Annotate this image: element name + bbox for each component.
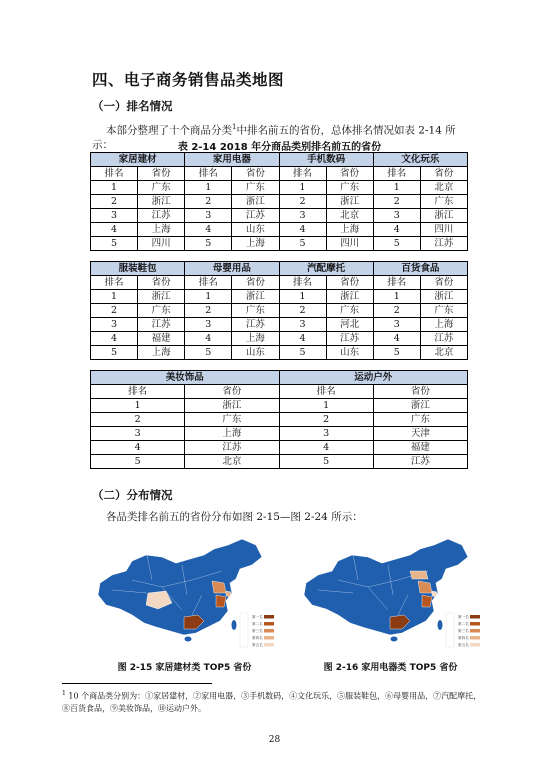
highlighted-province-rank-4 [410, 571, 428, 579]
legend-swatch [470, 643, 480, 647]
legend-swatch [470, 615, 480, 619]
rank-cell: 2 [91, 195, 138, 209]
subsection-ranking: （一）排名情况 [92, 99, 173, 113]
rank-cell: 2 [279, 304, 326, 318]
province-cell: 江苏 [420, 332, 467, 346]
rank-cell: 3 [91, 209, 138, 223]
category-header: 百货食品 [373, 262, 467, 276]
legend-label: 第四名 [458, 636, 469, 640]
rank-cell: 1 [185, 290, 232, 304]
table-row [91, 209, 468, 223]
rank-cell: 5 [373, 237, 420, 251]
table-caption: 表 2-14 2018 年分商品类别排名前五的省份 [177, 142, 382, 153]
col-header-province: 省份 [232, 276, 279, 290]
col-header-rank: 排名 [279, 276, 326, 290]
province-cell: 上海 [138, 223, 185, 237]
rank-cell: 4 [279, 332, 326, 346]
province-cell: 浙江 [420, 209, 467, 223]
hainan-shape [391, 637, 398, 642]
rank-cell: 2 [373, 304, 420, 318]
legend-label: 第二名 [252, 622, 263, 626]
intro-text-b: 中排名前五的省份，总体排名情况如表 2-14 所示： [92, 124, 456, 151]
table-row [91, 223, 468, 237]
category-header: 文化玩乐 [373, 153, 467, 167]
table-row [91, 332, 468, 346]
rank-cell: 1 [373, 290, 420, 304]
province-cell: 天津 [373, 427, 467, 441]
province-cell: 广东 [185, 413, 279, 427]
legend-swatch [264, 636, 274, 640]
col-header-province: 省份 [326, 167, 373, 181]
rank-cell: 4 [373, 223, 420, 237]
rank-cell: 5 [91, 455, 185, 469]
rank-cell: 3 [279, 427, 373, 441]
rank-cell: 5 [279, 455, 373, 469]
rank-cell: 1 [279, 399, 373, 413]
province-cell: 广东 [232, 181, 279, 195]
rank-cell: 1 [91, 399, 185, 413]
province-cell: 浙江 [185, 399, 279, 413]
inset-box [446, 613, 454, 647]
highlighted-province-rank-5 [432, 591, 437, 597]
distribution-paragraph: 各品类排名前五的省份分布如图 2-15—图 2-24 所示： [106, 511, 363, 523]
col-header-province: 省份 [420, 167, 467, 181]
col-header-rank: 排名 [185, 167, 232, 181]
figure-caption-2-16: 图 2-16 家用电器类 TOP5 省份 [323, 663, 458, 673]
table-row [91, 304, 468, 318]
legend-label: 第二名 [458, 622, 469, 626]
section-heading: 四、电子商务销售品类地图 [92, 71, 285, 89]
rank-cell: 3 [185, 318, 232, 332]
province-cell: 上海 [420, 318, 467, 332]
highlighted-province-rank-3 [418, 581, 432, 593]
col-header-rank: 排名 [373, 276, 420, 290]
legend-label: 第四名 [252, 636, 263, 640]
map-home-appliances [298, 535, 483, 655]
legend-label: 第一名 [252, 615, 263, 619]
province-cell: 福建 [138, 332, 185, 346]
rank-cell: 5 [279, 346, 326, 360]
rank-cell: 3 [373, 209, 420, 223]
col-header-rank: 排名 [91, 276, 138, 290]
legend-swatch [264, 615, 274, 619]
col-header-rank: 排名 [91, 167, 138, 181]
footnote-number: 1 [62, 690, 66, 697]
province-cell: 浙江 [232, 195, 279, 209]
province-cell: 浙江 [326, 290, 373, 304]
rank-cell: 3 [185, 209, 232, 223]
legend-swatch [470, 622, 480, 626]
highlighted-province-rank-2 [216, 595, 226, 607]
col-header-province: 省份 [138, 276, 185, 290]
province-cell: 广东 [420, 195, 467, 209]
table-row [91, 346, 468, 360]
footnote-text: 10 个商品类分别为：①家居建材，②家用电器，③手机数码，④文化玩乐，⑤服装鞋包，⑥母婴用品，⑦汽配摩托，⑧百货食品，⑨美妆饰品，⑩运动户外。 [62, 691, 482, 713]
legend-swatch [470, 629, 480, 633]
rank-cell: 2 [91, 413, 185, 427]
table-row [91, 427, 468, 441]
province-cell: 上海 [326, 223, 373, 237]
rank-cell: 3 [279, 209, 326, 223]
col-header-rank: 排名 [91, 385, 185, 399]
col-header-rank: 排名 [185, 276, 232, 290]
footnote [62, 688, 482, 715]
legend-label: 第三名 [252, 629, 263, 633]
province-cell: 上海 [232, 237, 279, 251]
table-row [91, 181, 468, 195]
rank-cell: 2 [279, 195, 326, 209]
rank-cell: 4 [91, 332, 138, 346]
rank-cell: 4 [185, 332, 232, 346]
rank-cell: 5 [373, 346, 420, 360]
map-home-building [92, 535, 277, 655]
province-cell: 四川 [138, 237, 185, 251]
rank-cell: 5 [279, 237, 326, 251]
province-cell: 四川 [326, 237, 373, 251]
province-cell: 浙江 [138, 290, 185, 304]
province-cell: 江苏 [420, 237, 467, 251]
rank-cell: 4 [279, 223, 326, 237]
highlighted-province-rank-4 [226, 591, 231, 597]
table-row [91, 237, 468, 251]
rank-cell: 3 [91, 318, 138, 332]
province-cell: 山东 [232, 346, 279, 360]
col-header-province: 省份 [326, 276, 373, 290]
province-cell: 河北 [326, 318, 373, 332]
province-cell: 四川 [420, 223, 467, 237]
rank-cell: 3 [373, 318, 420, 332]
province-cell: 北京 [420, 346, 467, 360]
province-cell: 江苏 [326, 332, 373, 346]
rank-cell: 2 [185, 195, 232, 209]
rank-cell: 4 [91, 441, 185, 455]
ranking-table-part-1 [90, 152, 468, 251]
china-map-shape [98, 539, 262, 635]
col-header-province: 省份 [138, 167, 185, 181]
table-row [91, 399, 468, 413]
hainan-shape [185, 637, 192, 642]
province-cell: 浙江 [138, 195, 185, 209]
category-header: 家用电器 [185, 153, 279, 167]
table-row [91, 290, 468, 304]
taiwan-shape [438, 620, 443, 630]
category-header: 美妆饰品 [91, 371, 280, 385]
province-cell: 江苏 [185, 441, 279, 455]
category-header: 服装鞋包 [91, 262, 185, 276]
category-header: 母婴用品 [185, 262, 279, 276]
col-header-province: 省份 [373, 385, 467, 399]
col-header-rank: 排名 [279, 385, 373, 399]
footnote-separator [62, 683, 212, 684]
ranking-table-part-2 [90, 261, 468, 360]
table-row [91, 413, 468, 427]
category-header: 汽配摩托 [279, 262, 373, 276]
rank-cell: 1 [373, 181, 420, 195]
province-cell: 江苏 [138, 318, 185, 332]
legend-label: 第五名 [252, 643, 263, 647]
legend-label: 第五名 [458, 643, 469, 647]
province-cell: 北京 [185, 455, 279, 469]
province-cell: 上海 [185, 427, 279, 441]
col-header-province: 省份 [420, 276, 467, 290]
rank-cell: 5 [185, 346, 232, 360]
col-header-province: 省份 [232, 167, 279, 181]
province-cell: 广东 [138, 181, 185, 195]
rank-cell: 2 [373, 195, 420, 209]
province-cell: 北京 [326, 209, 373, 223]
table-row [91, 455, 468, 469]
category-header: 运动户外 [279, 371, 468, 385]
rank-cell: 1 [185, 181, 232, 195]
province-cell: 福建 [373, 441, 467, 455]
page-number: 28 [268, 735, 281, 745]
rank-cell: 5 [91, 237, 138, 251]
province-cell: 山东 [326, 346, 373, 360]
legend-swatch [264, 629, 274, 633]
legend-label: 第三名 [458, 629, 469, 633]
highlighted-province-rank-2 [422, 595, 432, 607]
province-cell: 江苏 [232, 318, 279, 332]
table-row [91, 195, 468, 209]
province-cell: 浙江 [420, 290, 467, 304]
province-cell: 江苏 [373, 455, 467, 469]
inset-box [240, 613, 248, 647]
province-cell: 北京 [420, 181, 467, 195]
rank-cell: 4 [279, 441, 373, 455]
rank-cell: 3 [91, 427, 185, 441]
rank-cell: 4 [185, 223, 232, 237]
province-cell: 广东 [420, 304, 467, 318]
rank-cell: 2 [91, 304, 138, 318]
rank-cell: 1 [279, 290, 326, 304]
china-map-shape [304, 539, 468, 635]
subsection-distribution: （二）分布情况 [92, 488, 173, 502]
col-header-province: 省份 [185, 385, 279, 399]
rank-cell: 2 [279, 413, 373, 427]
table-row [91, 441, 468, 455]
province-cell: 广东 [326, 181, 373, 195]
rank-cell: 1 [91, 290, 138, 304]
rank-cell: 3 [279, 318, 326, 332]
province-cell: 浙江 [326, 195, 373, 209]
ranking-table-part-3 [90, 370, 468, 469]
rank-cell: 4 [91, 223, 138, 237]
rank-cell: 2 [185, 304, 232, 318]
legend-swatch [470, 636, 480, 640]
intro-text-a: 本部分整理了十个商品分类 [106, 124, 232, 137]
province-cell: 山东 [232, 223, 279, 237]
rank-cell: 5 [91, 346, 138, 360]
rank-cell: 4 [373, 332, 420, 346]
legend-label: 第一名 [458, 615, 469, 619]
legend-swatch [264, 643, 274, 647]
col-header-rank: 排名 [373, 167, 420, 181]
legend-swatch [264, 622, 274, 626]
rank-cell: 5 [185, 237, 232, 251]
province-cell: 浙江 [373, 399, 467, 413]
category-header: 家居建材 [91, 153, 185, 167]
province-cell: 上海 [138, 346, 185, 360]
taiwan-shape [232, 620, 237, 630]
highlighted-province-rank-3 [212, 581, 226, 593]
province-cell: 广东 [138, 304, 185, 318]
category-header: 手机数码 [279, 153, 373, 167]
province-cell: 江苏 [232, 209, 279, 223]
province-cell: 浙江 [232, 290, 279, 304]
province-cell: 江苏 [138, 209, 185, 223]
rank-cell: 1 [91, 181, 138, 195]
province-cell: 广东 [373, 413, 467, 427]
figure-caption-2-15: 图 2-15 家居建材类 TOP5 省份 [117, 663, 252, 673]
table-row [91, 318, 468, 332]
province-cell: 广东 [326, 304, 373, 318]
rank-cell: 1 [279, 181, 326, 195]
province-cell: 广东 [232, 304, 279, 318]
footnote-ref[interactable]: 1 [232, 123, 237, 131]
province-cell: 上海 [232, 332, 279, 346]
col-header-rank: 排名 [279, 167, 326, 181]
